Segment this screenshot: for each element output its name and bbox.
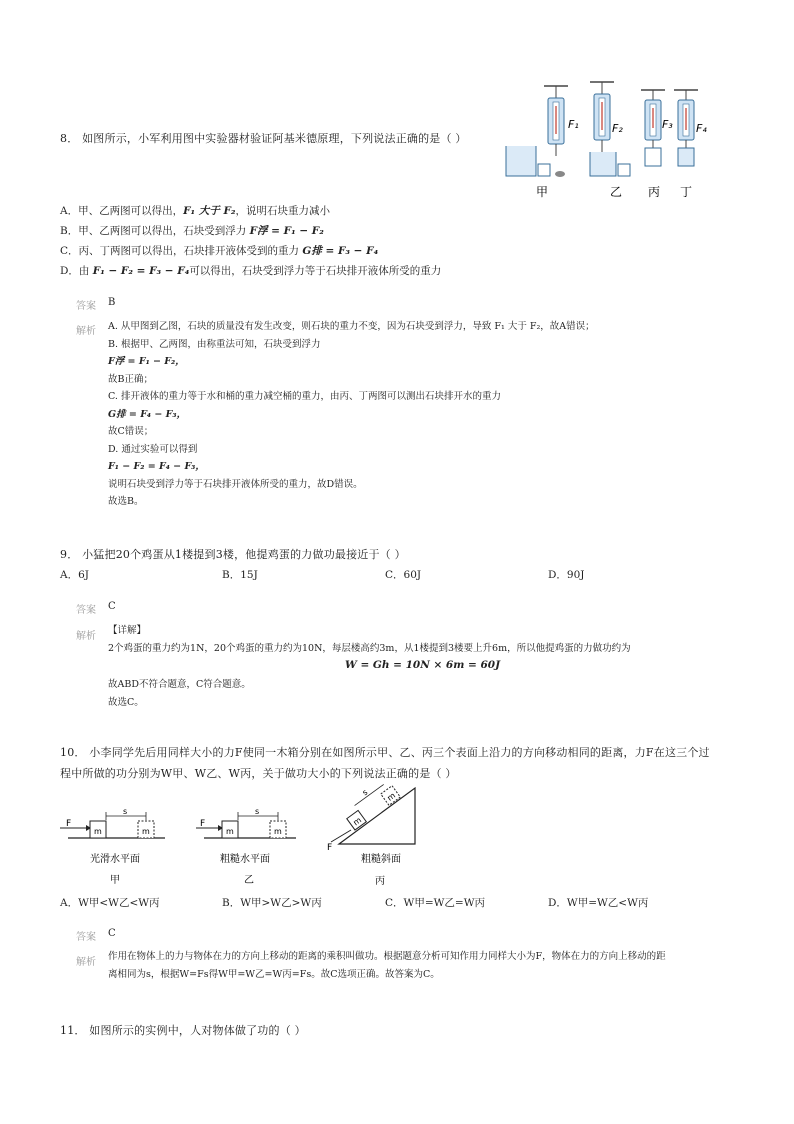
label-F1: F₁ xyxy=(568,118,579,131)
svg-text:F: F xyxy=(200,819,206,829)
q10-option-a[interactable]: A．W甲<W乙<W丙 xyxy=(60,897,160,909)
svg-text:s: s xyxy=(255,808,260,816)
q10-figure-jia xyxy=(60,808,170,888)
svg-text:粗糙斜面: 粗糙斜面 xyxy=(361,854,401,865)
svg-text:s: s xyxy=(123,808,128,816)
q10-option-c[interactable]: C．W甲=W乙=W丙 xyxy=(385,897,486,909)
q8-option-d[interactable]: D．由 F₁ − F₂ = F₃ − F₄可以得出，石块受到浮力等于石块排开液体所受的重力 xyxy=(60,265,442,277)
q8-explanation: A. 从甲图到乙图，石块的质量没有发生改变，则石块的重力不变，因为石块受到浮力，导致 F₁ 大于 F₂，故A错误； B. 根据甲、乙两图，由称重法可知，石块受到浮力 F浮 = F₁ − F₂， 故B正确； C. 排开液体的重力等于水和桶的重力减空桶的重力，由丙、丁两图可以测出石块排开水的重力 G排 = F₄ − F₃， 故C错误； D. 通过实验可以得到 F₁ − F₂ = F₄ − F₃， 说明石块受到浮力等于石块排开液体所受的重力，故D错误。 故选B。 xyxy=(108,321,595,507)
svg-text:m: m xyxy=(94,827,102,836)
q9-option-a[interactable]: A．6J xyxy=(60,569,89,581)
svg-text:粗糙水平面: 粗糙水平面 xyxy=(220,854,270,865)
svg-text:F: F xyxy=(66,819,72,829)
spring-scale-4 xyxy=(674,90,698,148)
svg-text:m: m xyxy=(226,827,234,836)
q8-answer: B xyxy=(108,297,116,308)
q8-option-c[interactable]: C．丙、丁两图可以得出，石块排开液体受到的重力 G排 = F₃ − F₄ xyxy=(60,245,379,257)
q9-formula: W = Gh = 10N × 6m = 60J xyxy=(345,659,501,671)
q9-option-d[interactable]: D．90J xyxy=(548,569,585,581)
q8-option-b[interactable]: B．甲、乙两图可以得出，石块受到浮力 F浮 = F₁ − F₂ xyxy=(60,225,324,237)
label-bing: 丙 xyxy=(648,185,661,199)
spring-scale-1 xyxy=(544,86,568,177)
label-jia: 甲 xyxy=(536,185,549,199)
q8-stem: 8． 如图所示，小军利用图中实验器材验证阿基米德原理，下列说法正确的是（ ） xyxy=(60,132,467,145)
q10-figure-bing xyxy=(325,780,435,892)
svg-text:m: m xyxy=(385,790,398,803)
q10-stem-line1: 10． 小李同学先后用同样大小的力F使同一木箱分别在如图所示甲、乙、丙三个表面上沿力的方向移动相同的距离，力F在这三个过 xyxy=(60,746,710,759)
svg-text:乙: 乙 xyxy=(244,875,254,886)
label-F3: F₃ xyxy=(662,118,673,131)
q8-option-a[interactable]: A．甲、乙两图可以得出，F₁ 大于 F₂，说明石块重力减小 xyxy=(60,205,331,217)
svg-text:光滑水平面: 光滑水平面 xyxy=(90,854,140,865)
q9-explanation-tail: 故ABD不符合题意，C符合题意。 故选C。 xyxy=(108,679,251,708)
svg-text:F: F xyxy=(327,843,333,853)
spring-scale-2 xyxy=(590,82,614,156)
q10-answer: C xyxy=(108,928,116,939)
svg-text:甲: 甲 xyxy=(110,875,120,886)
svg-text:m: m xyxy=(142,827,150,836)
q9-answer: C xyxy=(108,601,116,612)
q10-option-b[interactable]: B．W甲>W乙>W丙 xyxy=(222,897,322,909)
q10-stem-line2: 程中所做的功分别为W甲、W乙、W丙，关于做功大小的下列说法正确的是（ ） xyxy=(60,767,457,780)
q10-answer-label: 答案 xyxy=(76,932,96,943)
q10-explanation: 作用在物体上的力与物体在力的方向上移动的距离的乘积叫做功。根据题意分析可知作用力同样大小为F，物体在力的方向上移动的距 离相同为s，根据W=Fs得W甲=W乙=W丙=Fs。故C选项正确。故答案为C。 xyxy=(108,951,666,980)
svg-text:m: m xyxy=(274,827,282,836)
label-ding: 丁 xyxy=(680,185,693,199)
svg-text:m: m xyxy=(351,815,364,828)
label-yi: 乙 xyxy=(610,185,623,199)
beakers xyxy=(506,146,694,176)
q10-option-d[interactable]: D．W甲=W乙<W丙 xyxy=(548,897,649,909)
label-F4: F₄ xyxy=(696,122,707,135)
q9-option-b[interactable]: B．15J xyxy=(222,569,258,581)
svg-text:丙: 丙 xyxy=(375,876,385,887)
q9-option-c[interactable]: C．60J xyxy=(385,569,422,581)
q9-explain-label: 解析 xyxy=(76,631,96,642)
q10-explain-label: 解析 xyxy=(76,957,96,968)
q9-answer-label: 答案 xyxy=(76,605,96,616)
q8-explain-label: 解析 xyxy=(76,326,96,337)
q9-explanation-head: 【详解】 2个鸡蛋的重力约为1N，20个鸡蛋的重力约为10N，每层楼高约3m，从1楼提到3楼要上升6m，所以他提鸡蛋的力做功约为 xyxy=(108,625,631,654)
q10-figure-yi xyxy=(196,808,306,888)
label-F2: F₂ xyxy=(612,122,623,135)
svg-text:s: s xyxy=(360,787,370,798)
q9-stem: 9． 小猛把20个鸡蛋从1楼提到3楼，他提鸡蛋的力做功最接近于（ ） xyxy=(60,548,406,561)
q8-figure xyxy=(500,76,720,202)
q11-stem: 11． 如图所示的实例中，人对物体做了功的（ ） xyxy=(60,1024,306,1037)
q8-answer-label: 答案 xyxy=(76,301,96,312)
